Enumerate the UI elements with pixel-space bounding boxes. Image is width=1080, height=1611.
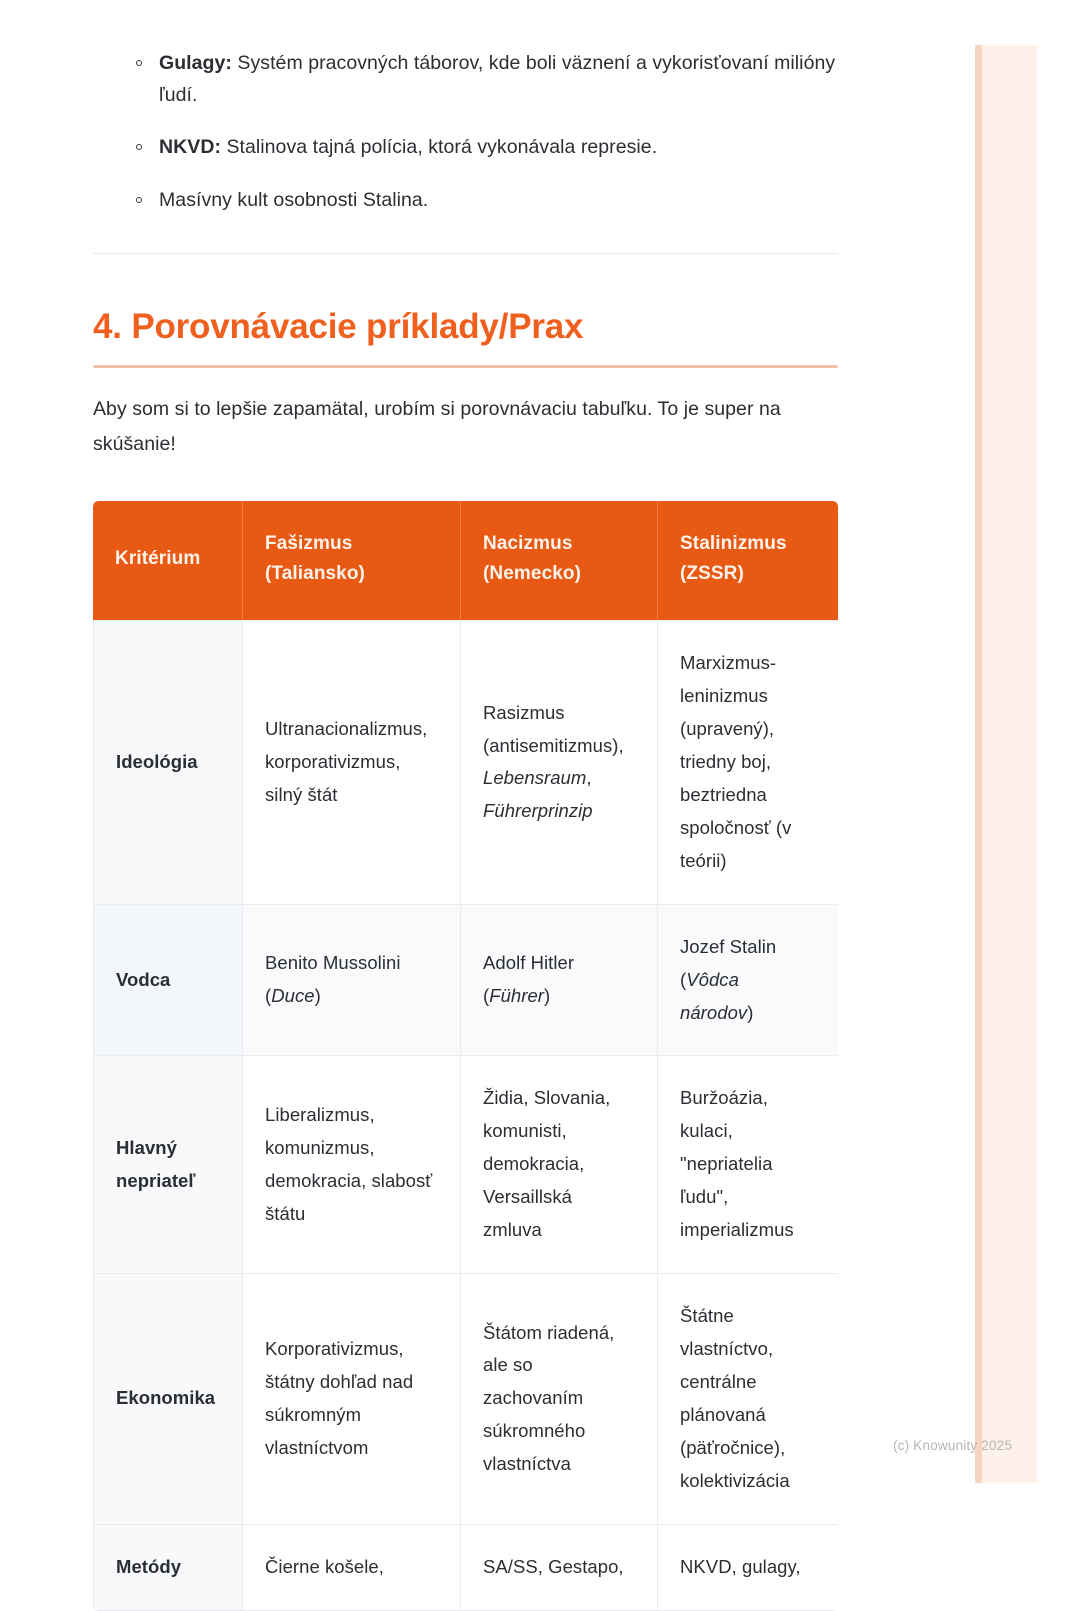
comparison-table xyxy=(93,501,838,1611)
cell-text: , xyxy=(586,767,592,789)
cell-emphasis: Führerprinzip xyxy=(483,800,593,822)
cell-nepriatel-stalinizmus: Buržoázia, kulaci, "nepriatelia ľudu", imperializmus xyxy=(658,1056,838,1274)
copyright-watermark: (c) Knowunity 2025 xyxy=(893,1438,1013,1453)
cell-emphasis: Führer xyxy=(489,985,545,1007)
list-item-text: Masívny kult osobnosti Stalina. xyxy=(159,188,429,211)
cell-text: Benito Mussolini ( xyxy=(265,952,401,1007)
intro-paragraph: Aby som si to lepšie zapamätal, urobím si porovnávaciu tabuľku. To je super na skúšanie! xyxy=(93,398,781,456)
list-item xyxy=(93,48,838,111)
cell-ekonomika-fasizmus: Korporativizmus, štátny dohľad nad súkromným vlastníctvom xyxy=(243,1274,461,1525)
cell-ekonomika-stalinizmus: Štátne vlastníctvo, centrálne plánovaná (päťročnice), kolektivizácia xyxy=(658,1274,838,1525)
list-item-text: Systém pracovných táborov, kde boli väznení a vykorisťovaní milióny ľudí. xyxy=(159,52,836,106)
page-content xyxy=(93,0,838,1611)
table-header-row xyxy=(93,501,838,621)
cell-ekonomika-nacizmus: Štátom riadená, ale so zachovaním súkromného vlastníctva xyxy=(461,1274,658,1525)
cell-text: Adolf Hitler ( xyxy=(483,952,575,1007)
list-item-term: NKVD: xyxy=(159,136,221,159)
row-label-ekonomika: Ekonomika xyxy=(93,1274,243,1525)
column-header-stalinizmus: Stalinizmus (ZSSR) xyxy=(658,501,838,621)
row-label-vodca: Vodca xyxy=(93,905,243,1057)
cell-metody-fasizmus: Čierne košele, xyxy=(243,1525,461,1611)
table-row xyxy=(93,1056,838,1274)
cell-nepriatel-nacizmus: Židia, Slovania, komunisti, demokracia, Versaillská zmluva xyxy=(461,1056,658,1274)
list-item xyxy=(93,132,838,164)
decorative-side-strip xyxy=(975,45,1037,1483)
stalinism-bullet-list xyxy=(93,48,838,216)
cell-text: ) xyxy=(314,985,321,1007)
cell-emphasis: Lebensraum xyxy=(483,767,587,789)
cell-text: ) xyxy=(747,1001,754,1023)
cell-ideologia-nacizmus xyxy=(461,620,658,904)
cell-nepriatel-fasizmus: Liberalizmus, komunizmus, demokracia, slabosť štátu xyxy=(243,1056,461,1274)
cell-vodca-fasizmus xyxy=(243,905,461,1057)
table-row xyxy=(93,1525,838,1611)
table-row xyxy=(93,620,838,904)
cell-metody-nacizmus: SA/SS, Gestapo, xyxy=(461,1525,658,1611)
cell-text: ) xyxy=(544,985,551,1007)
cell-ideologia-fasizmus: Ultranacionalizmus, korporativizmus, silný štát xyxy=(243,620,461,904)
list-item xyxy=(93,185,838,217)
column-header-fasizmus: Fašizmus (Taliansko) xyxy=(243,501,461,621)
page-title: 4. Porovnávacie príklady/Prax xyxy=(93,307,584,347)
cell-vodca-stalinizmus xyxy=(658,905,838,1057)
cell-emphasis: Duce xyxy=(271,985,315,1007)
table-row xyxy=(93,905,838,1057)
row-label-metody: Metódy xyxy=(93,1525,243,1611)
cell-text: Rasizmus (antisemitizmus), xyxy=(483,701,624,756)
row-label-ideologia: Ideológia xyxy=(93,620,243,904)
decorative-side-strip-edge xyxy=(975,45,982,1483)
cell-metody-stalinizmus: NKVD, gulagy, xyxy=(658,1525,838,1611)
row-label-hlavny-nepriatel: Hlavný nepriateľ xyxy=(93,1056,243,1274)
cell-ideologia-stalinizmus: Marxizmus-leninizmus (upravený), triedny boj, beztriedna spoločnosť (v teórii) xyxy=(658,620,838,904)
list-item-term: Gulagy: xyxy=(159,52,232,74)
column-header-kriterium: Kritérium xyxy=(93,501,243,621)
table-row xyxy=(93,1274,838,1525)
cell-emphasis: Vôdca národov xyxy=(680,968,748,1023)
column-header-nacizmus: Nacizmus (Nemecko) xyxy=(461,501,658,621)
list-item-text: Stalinova tajná polícia, ktorá vykonávala represie. xyxy=(221,136,658,159)
cell-vodca-nacizmus xyxy=(461,905,658,1057)
cell-text: Jozef Stalin ( xyxy=(680,935,777,990)
